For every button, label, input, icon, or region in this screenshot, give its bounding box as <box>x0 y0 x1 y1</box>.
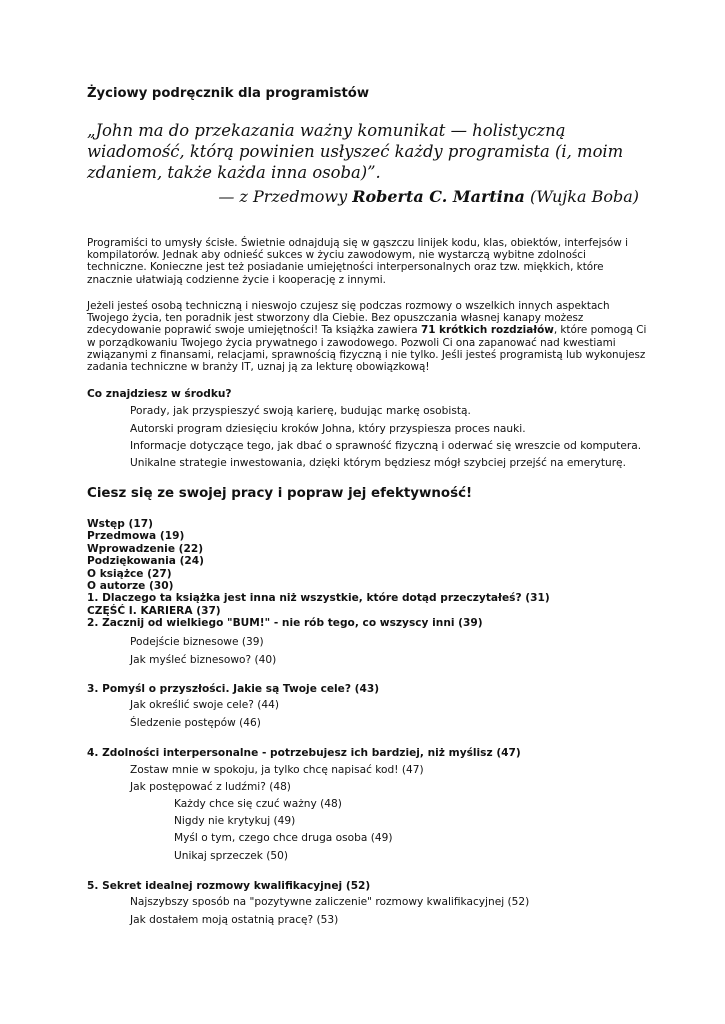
toc-chapter-3: 3. Pomyśl o przyszłości. Jakie są Twoje cele? (43) <box>87 683 380 695</box>
toc-subentry: Jak postępować z ludźmi? (48) <box>130 781 291 793</box>
toc-entry: Wprowadzenie (22) <box>87 542 204 555</box>
toc-subsubentry: Każdy chce się czuć ważny (48) <box>174 798 342 810</box>
toc-chapter-5: 5. Sekret idealnej rozmowy kwalifikacyjnej (52) <box>87 880 371 892</box>
toc-entry: 2. Zacznij od wielkiego "BUM!" - nie rób tego, co wszyscy inni (39) <box>87 617 483 630</box>
toc-subentry: Najszybszy sposób na "pozytywne zaliczenie" rozmowy kwalifikacyjnej (52) <box>130 896 530 908</box>
toc-entry: CZĘŚĆ I. KARIERA (37) <box>87 604 221 617</box>
inside-item: Informacje dotyczące tego, jak dbać o sprawność fizyczną i oderwać się wreszcie od komputera. <box>130 440 642 452</box>
toc-subentry: Jak określić swoje cele? (44) <box>130 699 280 711</box>
attribution-author: Roberta C. Martina <box>352 187 525 206</box>
inside-heading: Co znajdziesz w środku? <box>87 388 232 400</box>
toc-subentry: Jak dostałem moją ostatnią pracę? (53) <box>130 914 339 926</box>
toc-entry: Podziękowania (24) <box>87 555 205 568</box>
toc-entry: 1. Dlaczego ta książka jest inna niż wszystkie, które dotąd przeczytałeś? (31) <box>87 592 550 605</box>
quote: „John ma do przekazania ważny komunikat — holistyczną wiadomość, którą powinien usłyszeć każdy programista (i, moim zdaniem, także każda inna osoba)”. <box>87 121 624 182</box>
toc-entry: O autorze (30) <box>87 580 174 593</box>
toc-entry: Przedmowa (19) <box>87 530 185 543</box>
inside-item: Unikalne strategie inwestowania, dzięki którym będziesz mógł szybciej przejść na emeryturę. <box>130 457 626 469</box>
toc-entry: O książce (27) <box>87 567 172 580</box>
attribution-suffix: (Wujka Boba) <box>524 187 639 206</box>
intro-paragraph-2 <box>87 300 647 373</box>
toc-chapter-4: 4. Zdolności interpersonalne - potrzebujesz ich bardziej, niż myślisz (47) <box>87 747 521 759</box>
toc-subentry: Jak myśleć biznesowo? (40) <box>130 654 277 666</box>
book-title: Życiowy podręcznik dla programistów <box>87 86 370 101</box>
toc-top-list <box>87 518 550 630</box>
intro-paragraph-1: Programiści to umysły ścisłe. Świetnie odnajdują się w gąszczu linijek kodu, klas, obiektów, interfejsów i kompilatorów. Jednak aby odnieść sukces w życiu zawodowym, nie wystarczą wybitne zdolności techniczne. Konieczne jest też posiadanie umiejętności interpersonalnych oraz tzw. miękkich, które znacznie ułatwiają codzienne życie i kooperację z innymi. <box>87 237 628 286</box>
toc-subsubentry: Myśl o tym, czego chce druga osoba (49) <box>174 832 393 844</box>
quote-attribution <box>218 187 639 206</box>
toc-subentry: Podejście biznesowe (39) <box>130 636 264 648</box>
toc-subentry: Śledzenie postępów (46) <box>130 717 261 729</box>
paragraph-2-bold: 71 krótkich rozdziałów <box>420 324 554 337</box>
paragraph-2-before: Jeżeli jesteś osobą techniczną i nieswojo czujesz się podczas rozmowy o wszelkich innych aspektach Twojego życia, ten poradnik jest stworzony dla Ciebie. Bez opuszczania własnej kanapy możesz zdecydowanie poprawić swoje umiejętności! Ta książka zawiera <box>87 300 610 337</box>
attribution-prefix: — z Przedmowy <box>218 187 353 206</box>
inside-item: Porady, jak przyspieszyć swoją karierę, budując markę osobistą. <box>130 405 471 417</box>
toc-subentry: Zostaw mnie w spokoju, ja tylko chcę napisać kod! (47) <box>130 764 424 776</box>
toc-entry: Wstęp (17) <box>87 518 153 530</box>
inside-item: Autorski program dziesięciu kroków Johna, który przyspiesza proces nauki. <box>130 423 526 435</box>
toc-subsubentry: Unikaj sprzeczek (50) <box>174 850 288 862</box>
toc-heading: Ciesz się ze swojej pracy i popraw jej efektywność! <box>87 486 473 501</box>
toc-subsubentry: Nigdy nie krytykuj (49) <box>174 815 296 827</box>
paragraph-2-after: , które pomogą Ci w porządkowaniu Twojego życia prywatnego i zawodowego. Pozwoli Ci ona zapanować nad kwestiami związanymi z finansami, relacjami, sprawnością fizyczną i nie tylko. Jeśli jesteś programistą lub wykonujesz zadania techniczne w branży IT, uznaj ją za lekturę obowiązkową! <box>87 324 647 374</box>
